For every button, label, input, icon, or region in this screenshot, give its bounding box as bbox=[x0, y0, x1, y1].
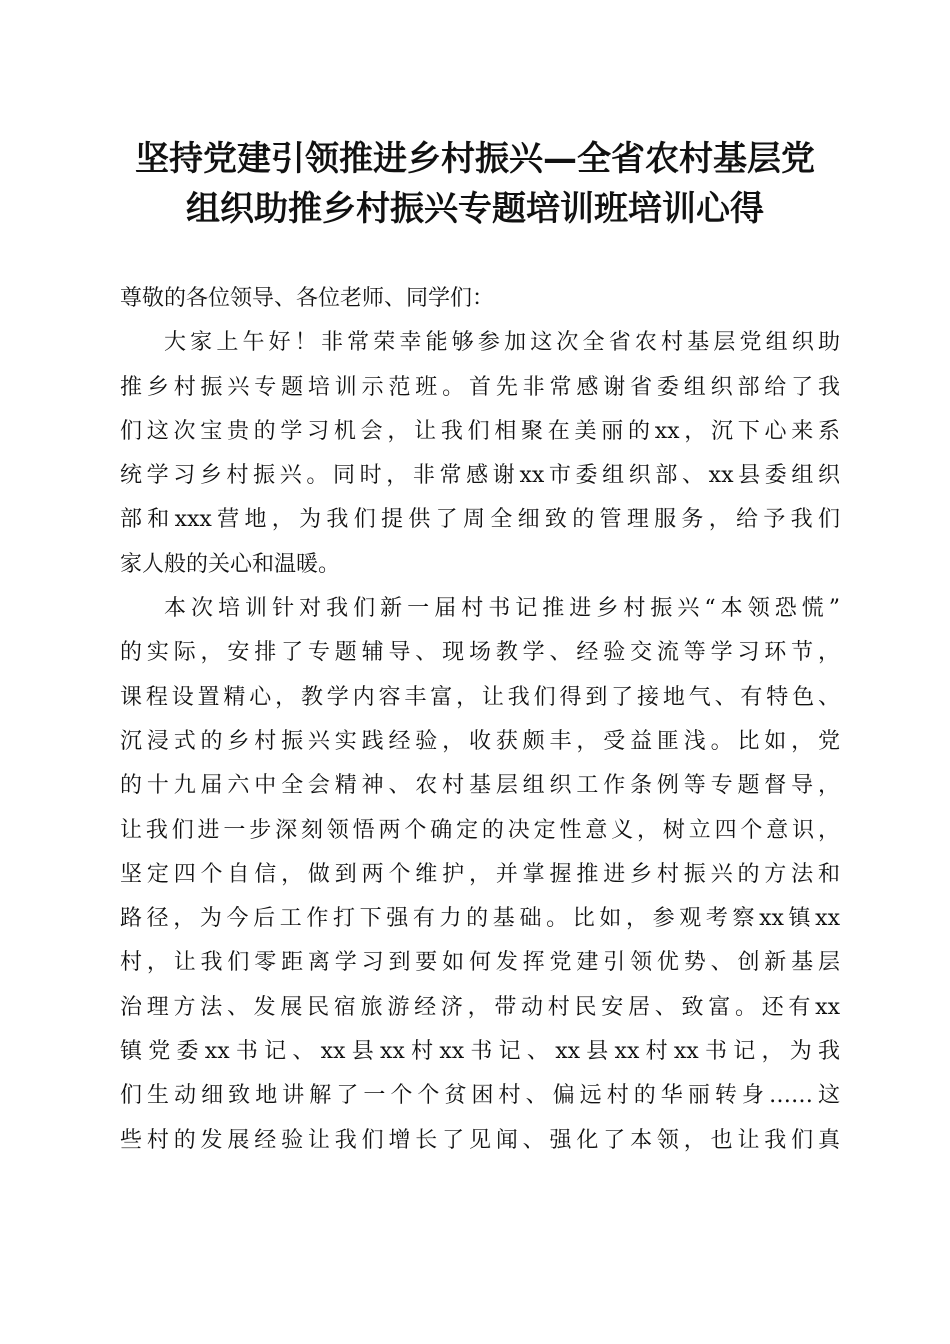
paragraph-line: 村，让我们零距离学习到要如何发挥党建引领优势、创新基层 bbox=[120, 950, 840, 976]
paragraph-line: 的实际，安排了专题辅导、现场教学、经验交流等学习环节， bbox=[120, 640, 840, 666]
paragraph-line: 本次培训针对我们新一届村书记推进乡村振兴“本领恐慌” bbox=[164, 596, 840, 622]
paragraph-line: 路径，为今后工作打下强有力的基础。比如，参观考察xx镇xx bbox=[120, 906, 840, 932]
paragraph-line: 治理方法、发展民宿旅游经济，带动村民安居、致富。还有xx bbox=[120, 994, 840, 1020]
paragraph-line: 们生动细致地讲解了一个个贫困村、偏远村的华丽转身……这 bbox=[120, 1083, 840, 1109]
paragraph-line: 们这次宝贵的学习机会，让我们相聚在美丽的xx，沉下心来系 bbox=[120, 418, 840, 444]
paragraph-line: 课程设置精心，教学内容丰富，让我们得到了接地气、有特色、 bbox=[120, 684, 840, 710]
document-title bbox=[100, 134, 850, 234]
paragraph-line: 统学习乡村振兴。同时，非常感谢xx市委组织部、xx县委组织 bbox=[120, 463, 840, 489]
greeting-line: 尊敬的各位领导、各位老师、同学们： bbox=[120, 286, 495, 311]
paragraph-2 bbox=[120, 587, 840, 1163]
paragraph-line: 让我们进一步深刻领悟两个确定的决定性意义，树立四个意识， bbox=[120, 817, 840, 843]
paragraph-line: 大家上午好！非常荣幸能够参加这次全省农村基层党组织助 bbox=[164, 330, 840, 356]
paragraph-1 bbox=[120, 321, 840, 587]
paragraph-line: 些村的发展经验让我们增长了见闻、强化了本领，也让我们真 bbox=[120, 1127, 840, 1153]
paragraph-line: 坚定四个自信，做到两个维护，并掌握推进乡村振兴的方法和 bbox=[120, 861, 840, 887]
document-body bbox=[120, 277, 840, 1163]
paragraph-line: 部和xxx营地，为我们提供了周全细致的管理服务，给予我们 bbox=[120, 507, 840, 533]
title-line-1: 坚持党建引领推进乡村振兴—全省农村基层党 bbox=[135, 139, 815, 179]
paragraph-line: 镇党委xx书记、xx县xx村xx书记、xx县xx村xx书记，为我 bbox=[120, 1039, 840, 1065]
paragraph-line: 沉浸式的乡村振兴实践经验，收获颇丰，受益匪浅。比如，党 bbox=[120, 728, 840, 754]
paragraph-line: 推乡村振兴专题培训示范班。首先非常感谢省委组织部给了我 bbox=[120, 374, 840, 400]
paragraph-line: 家人般的关心和温暖。 bbox=[120, 551, 341, 577]
paragraph-line: 的十九届六中全会精神、农村基层组织工作条例等专题督导， bbox=[120, 773, 840, 799]
title-line-2: 组织助推乡村振兴专题培训班培训心得 bbox=[186, 189, 764, 229]
